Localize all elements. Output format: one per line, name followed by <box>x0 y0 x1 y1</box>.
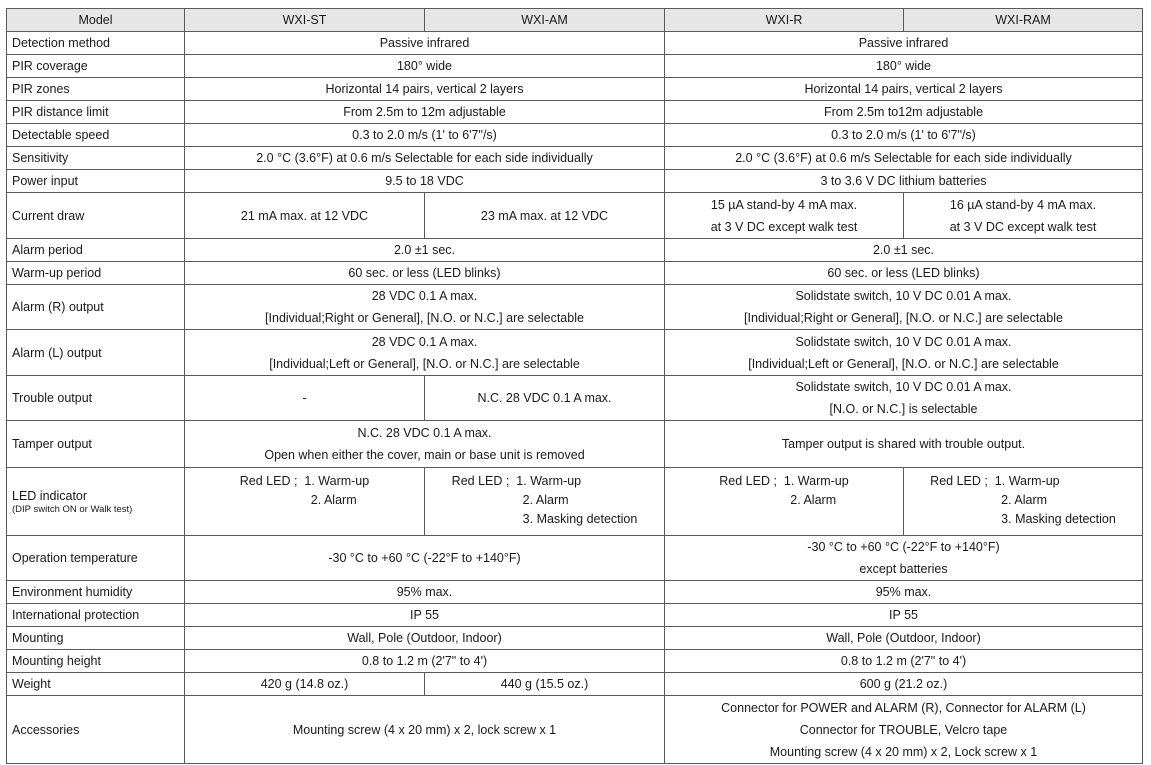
led-item: 1. Warm-up <box>516 474 582 488</box>
row-accessories <box>7 696 1143 764</box>
value-line: Solidstate switch, 10 V DC 0.01 A max. <box>795 289 1012 303</box>
row-pir-coverage <box>7 55 1143 78</box>
spec-table <box>6 8 1143 764</box>
row-label: Accessories <box>7 696 185 764</box>
wxi-ram-value <box>904 468 1143 536</box>
row-label: Detectable speed <box>7 124 185 147</box>
wired-value: 95% max. <box>185 581 665 604</box>
value-line: 28 VDC 0.1 A max. <box>371 334 478 349</box>
battery-value <box>665 696 1143 764</box>
row-tamper-output <box>7 421 1143 468</box>
battery-value <box>665 285 1143 330</box>
row-warm-up-period <box>7 262 1143 285</box>
value-line: -30 °C to +60 °C (-22°F to +140°F) <box>807 540 1000 554</box>
row-label: Tamper output <box>7 421 185 468</box>
row-label: Mounting <box>7 627 185 650</box>
row-label: Trouble output <box>7 376 185 421</box>
led-prefix: Red LED ; <box>719 474 777 488</box>
value-line: Mounting screw (4 x 20 mm) x 2, Lock screw x 1 <box>769 744 1038 759</box>
wired-value: Horizontal 14 pairs, vertical 2 layers <box>185 78 665 101</box>
led-sublabel: (DIP switch ON or Walk test) <box>12 503 133 515</box>
wired-value: Passive infrared <box>185 32 665 55</box>
row-label: PIR coverage <box>7 55 185 78</box>
row-label: Warm-up period <box>7 262 185 285</box>
battery-value <box>665 536 1143 581</box>
led-item: 2. Alarm <box>310 493 357 507</box>
model-wxi-ram: WXI-RAM <box>904 9 1143 32</box>
row-trouble-output <box>7 376 1143 421</box>
row-label: Sensitivity <box>7 147 185 170</box>
wxi-am-value: 23 mA max. at 12 VDC <box>425 193 665 239</box>
led-line <box>452 472 638 491</box>
wired-value: IP 55 <box>185 604 665 627</box>
wired-value: 0.8 to 1.2 m (2'7" to 4') <box>185 650 665 673</box>
header-row <box>7 9 1143 32</box>
row-label: Weight <box>7 673 185 696</box>
row-label: Environment humidity <box>7 581 185 604</box>
value-line: Solidstate switch, 10 V DC 0.01 A max. <box>795 334 1012 349</box>
led-item: 3. Masking detection <box>1001 512 1116 526</box>
wxi-am-value <box>425 468 665 536</box>
value-line: at 3 V DC except walk test <box>949 219 1097 234</box>
battery-value: Passive infrared <box>665 32 1143 55</box>
led-label: LED indicator <box>12 488 88 503</box>
led-item: 1. Warm-up <box>783 474 849 488</box>
wxi-r-value <box>665 193 904 239</box>
led-item: 3. Masking detection <box>522 512 638 526</box>
row-alarm-period <box>7 239 1143 262</box>
row-pir-zones <box>7 78 1143 101</box>
model-wxi-am: WXI-AM <box>425 9 665 32</box>
wxi-st-value: 21 mA max. at 12 VDC <box>185 193 425 239</box>
battery-value: 3 to 3.6 V DC lithium batteries <box>665 170 1143 193</box>
wired-value: 0.3 to 2.0 m/s (1' to 6'7"/s) <box>185 124 665 147</box>
row-sensitivity <box>7 147 1143 170</box>
row-detection-method <box>7 32 1143 55</box>
row-alarm-l-output <box>7 330 1143 376</box>
row-weight <box>7 673 1143 696</box>
battery-value: 2.0 ±1 sec. <box>665 239 1143 262</box>
row-operation-temperature <box>7 536 1143 581</box>
row-label: Detection method <box>7 32 185 55</box>
wired-value: -30 °C to +60 °C (-22°F to +140°F) <box>185 536 665 581</box>
row-alarm-r-output <box>7 285 1143 330</box>
row-led-indicator <box>7 468 1143 536</box>
value-line: at 3 V DC except walk test <box>710 219 858 234</box>
row-label: PIR zones <box>7 78 185 101</box>
value-line: [Individual;Left or General], [N.O. or N.C.] are selectable <box>269 356 580 371</box>
row-label: Alarm (L) output <box>7 330 185 376</box>
model-header: Model <box>7 9 185 32</box>
led-line <box>719 472 848 491</box>
wxi-ram-value <box>904 193 1143 239</box>
wired-value <box>185 421 665 468</box>
value-line: Open when either the cover, main or base unit is removed <box>264 448 585 462</box>
row-label <box>7 468 185 536</box>
wxi-st-value <box>185 468 425 536</box>
led-prefix: Red LED ; <box>930 474 988 488</box>
row-label: PIR distance limit <box>7 101 185 124</box>
value-line: N.C. 28 VDC 0.1 A max. <box>357 426 492 440</box>
led-item: 1. Warm-up <box>304 474 370 488</box>
wxi-r-value <box>665 468 904 536</box>
wired-value: 2.0 ±1 sec. <box>185 239 665 262</box>
row-detectable-speed <box>7 124 1143 147</box>
wxi-st-value: - <box>185 376 425 421</box>
battery-value <box>665 330 1143 376</box>
row-environment-humidity <box>7 581 1143 604</box>
led-prefix: Red LED ; <box>239 474 298 488</box>
row-label: Mounting height <box>7 650 185 673</box>
led-line <box>930 472 1116 491</box>
led-item: 2. Alarm <box>522 493 569 507</box>
battery-value: 0.3 to 2.0 m/s (1' to 6'7"/s) <box>665 124 1143 147</box>
battery-value: From 2.5m to12m adjustable <box>665 101 1143 124</box>
wired-value <box>185 330 665 376</box>
wired-value: 2.0 °C (3.6°F) at 0.6 m/s Selectable for each side individually <box>185 147 665 170</box>
battery-value: Tamper output is shared with trouble output. <box>665 421 1143 468</box>
wired-value <box>185 285 665 330</box>
led-item: 2. Alarm <box>1001 493 1048 507</box>
wxi-am-value: N.C. 28 VDC 0.1 A max. <box>425 376 665 421</box>
battery-value: Wall, Pole (Outdoor, Indoor) <box>665 627 1143 650</box>
row-label: Current draw <box>7 193 185 239</box>
battery-value: 180° wide <box>665 55 1143 78</box>
row-mounting <box>7 627 1143 650</box>
model-wxi-r: WXI-R <box>665 9 904 32</box>
led-list <box>240 472 369 510</box>
value-line: Connector for TROUBLE, Velcro tape <box>799 722 1008 737</box>
battery-value: 2.0 °C (3.6°F) at 0.6 m/s Selectable for each side individually <box>665 147 1143 170</box>
wxi-am-value: 440 g (15.5 oz.) <box>425 673 665 696</box>
value-line: 16 µA stand-by 4 mA max. <box>949 197 1097 212</box>
led-item: 2. Alarm <box>790 493 837 507</box>
value-line: except batteries <box>859 562 948 576</box>
wired-value: Wall, Pole (Outdoor, Indoor) <box>185 627 665 650</box>
wired-value: 180° wide <box>185 55 665 78</box>
row-pir-distance <box>7 101 1143 124</box>
wxi-st-value: 420 g (14.8 oz.) <box>185 673 425 696</box>
value-line: 28 VDC 0.1 A max. <box>371 289 478 303</box>
value-line: [Individual;Right or General], [N.O. or N.C.] are selectable <box>265 311 584 325</box>
battery-value: 0.8 to 1.2 m (2'7" to 4') <box>665 650 1143 673</box>
battery-value: IP 55 <box>665 604 1143 627</box>
row-power-input <box>7 170 1143 193</box>
battery-value <box>665 376 1143 421</box>
row-label: Alarm period <box>7 239 185 262</box>
wired-value: From 2.5m to 12m adjustable <box>185 101 665 124</box>
wired-value: 9.5 to 18 VDC <box>185 170 665 193</box>
row-label: Power input <box>7 170 185 193</box>
led-line <box>240 472 369 491</box>
value-line: [Individual;Left or General], [N.O. or N.C.] are selectable <box>748 356 1059 371</box>
value-line: [N.O. or N.C.] is selectable <box>829 402 978 416</box>
value-line: Connector for POWER and ALARM (R), Connector for ALARM (L) <box>721 700 1086 715</box>
led-prefix: Red LED ; <box>451 474 510 488</box>
led-item: 1. Warm-up <box>994 474 1060 488</box>
battery-value: Horizontal 14 pairs, vertical 2 layers <box>665 78 1143 101</box>
value-line: Solidstate switch, 10 V DC 0.01 A max. <box>795 380 1012 394</box>
led-list <box>930 472 1116 529</box>
row-international-protection <box>7 604 1143 627</box>
row-label: Operation temperature <box>7 536 185 581</box>
wired-value: 60 sec. or less (LED blinks) <box>185 262 665 285</box>
row-mounting-height <box>7 650 1143 673</box>
row-current-draw <box>7 193 1143 239</box>
model-wxi-st: WXI-ST <box>185 9 425 32</box>
led-list <box>452 472 638 529</box>
row-label: Alarm (R) output <box>7 285 185 330</box>
value-line: [Individual;Right or General], [N.O. or N.C.] are selectable <box>744 311 1063 325</box>
row-label: International protection <box>7 604 185 627</box>
battery-value: 95% max. <box>665 581 1143 604</box>
battery-value: 600 g (21.2 oz.) <box>665 673 1143 696</box>
value-line: 15 µA stand-by 4 mA max. <box>710 197 858 212</box>
wired-value: Mounting screw (4 x 20 mm) x 2, lock screw x 1 <box>185 696 665 764</box>
battery-value: 60 sec. or less (LED blinks) <box>665 262 1143 285</box>
led-list <box>719 472 848 510</box>
